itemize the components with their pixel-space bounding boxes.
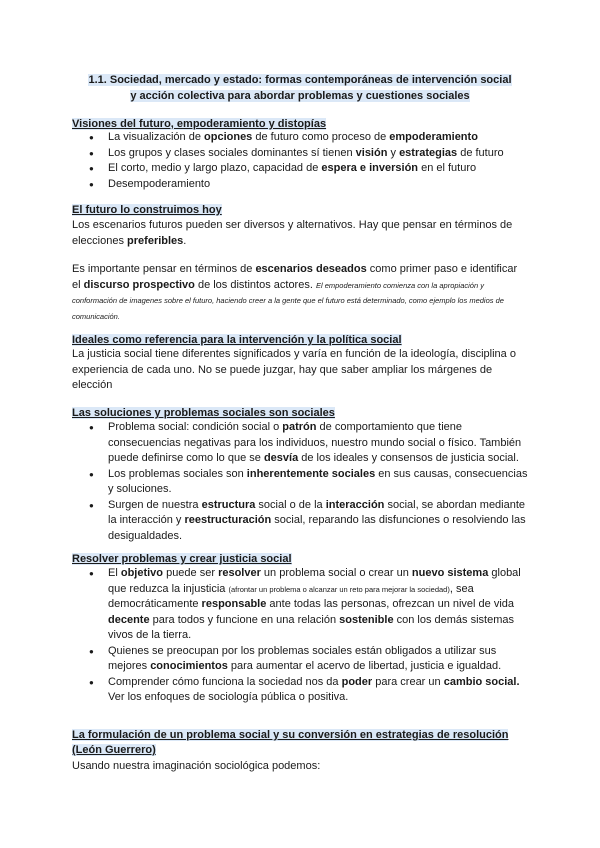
list-item: ● Los problemas sociales son inherentemente sociales en sus causas, consecuencias y soluciones. — [72, 467, 528, 498]
list-item: ● Desempoderamiento — [72, 177, 528, 193]
section-heading-formulacion: La formulación de un problema social y su conversión en estrategias de resolución (León Guerrero) — [72, 729, 509, 756]
paragraph-justicia: La justicia social tiene diferentes significados y varía en función de la ideología, disciplina o experiencia de cada uno. No se puede juzgar, hay que saber ampliar los márgenes de elección — [72, 348, 516, 391]
list-item: ● La visualización de opciones de futuro como proceso de empoderamiento — [72, 130, 528, 146]
paragraph-escenarios: Los escenarios futuros pueden ser diversos y alternativos. Hay que pensar en términos de elecciones preferibles. — [72, 219, 513, 247]
list-item: ● Quienes se preocupan por los problemas sociales están obligados a utilizar sus mejores conocimientos para aumentar el acervo de libertad, justicia e igualdad. — [72, 644, 528, 675]
list-item: ● Problema social: condición social o patrón de comportamiento que tiene consecuencias negativas para los individuos, nuestro mundo social o físico. También puede definirse como lo que se desvía de los ideales y consensos de justicia social. — [72, 420, 528, 467]
paragraph-imaginacion: Usando nuestra imaginación sociológica podemos: — [72, 760, 321, 772]
list-item: ● El corto, medio y largo plazo, capacidad de espera e inversión en el futuro — [72, 161, 528, 177]
section-heading-visiones: Visiones del futuro, empoderamiento y distopías — [72, 118, 327, 130]
list-visiones — [72, 130, 528, 192]
list-soluciones — [72, 420, 528, 544]
title-line-2: y acción colectiva para abordar problemas y cuestiones sociales — [130, 90, 470, 102]
section-heading-ideales: Ideales como referencia para la intervención y la política social — [72, 334, 402, 346]
list-item: ● Comprender cómo funciona la sociedad nos da poder para crear un cambio social. Ver los enfoques de sociología pública o positiva. — [72, 675, 528, 706]
list-item: ● El objetivo puede ser resolver un problema social o crear un nuevo sistema global que reduzca la injusticia (afrontar un problema o alcanzar un reto para mejorar la sociedad), sea democráticamente responsable ante todas las personas, ofrezcan un nivel de vida decente para todos y funcione en una relación sostenible con los demás sistemas vivos de la tierra. — [72, 566, 528, 644]
section-heading-soluciones: Las soluciones y problemas sociales son sociales — [72, 407, 335, 419]
section-heading-futuro: El futuro lo construimos hoy — [72, 204, 222, 216]
paragraph-discurso: Es importante pensar en términos de escenarios deseados como primer paso e identificar el discurso prospectivo de los distintos actores. El empoderamiento comienza con la apropiación y conformación de imagenes sobre el futuro, haciendo creer a la gente que el futuro está determinado, como ejemplo los medios de comunicación. — [72, 263, 518, 321]
list-item: ● Surgen de nuestra estructura social o de la interacción social, se abordan mediante la interacción y reestructuración social, reparando las disfunciones o resolviendo las desigualdades. — [72, 498, 528, 545]
title-line-1: 1.1. Sociedad, mercado y estado: formas contemporáneas de intervención social — [88, 74, 512, 86]
list-item: ● Los grupos y clases sociales dominantes sí tienen visión y estrategias de futuro — [72, 146, 528, 162]
list-resolver — [72, 566, 528, 706]
page-title — [72, 72, 528, 104]
section-heading-resolver: Resolver problemas y crear justicia social — [72, 553, 292, 565]
